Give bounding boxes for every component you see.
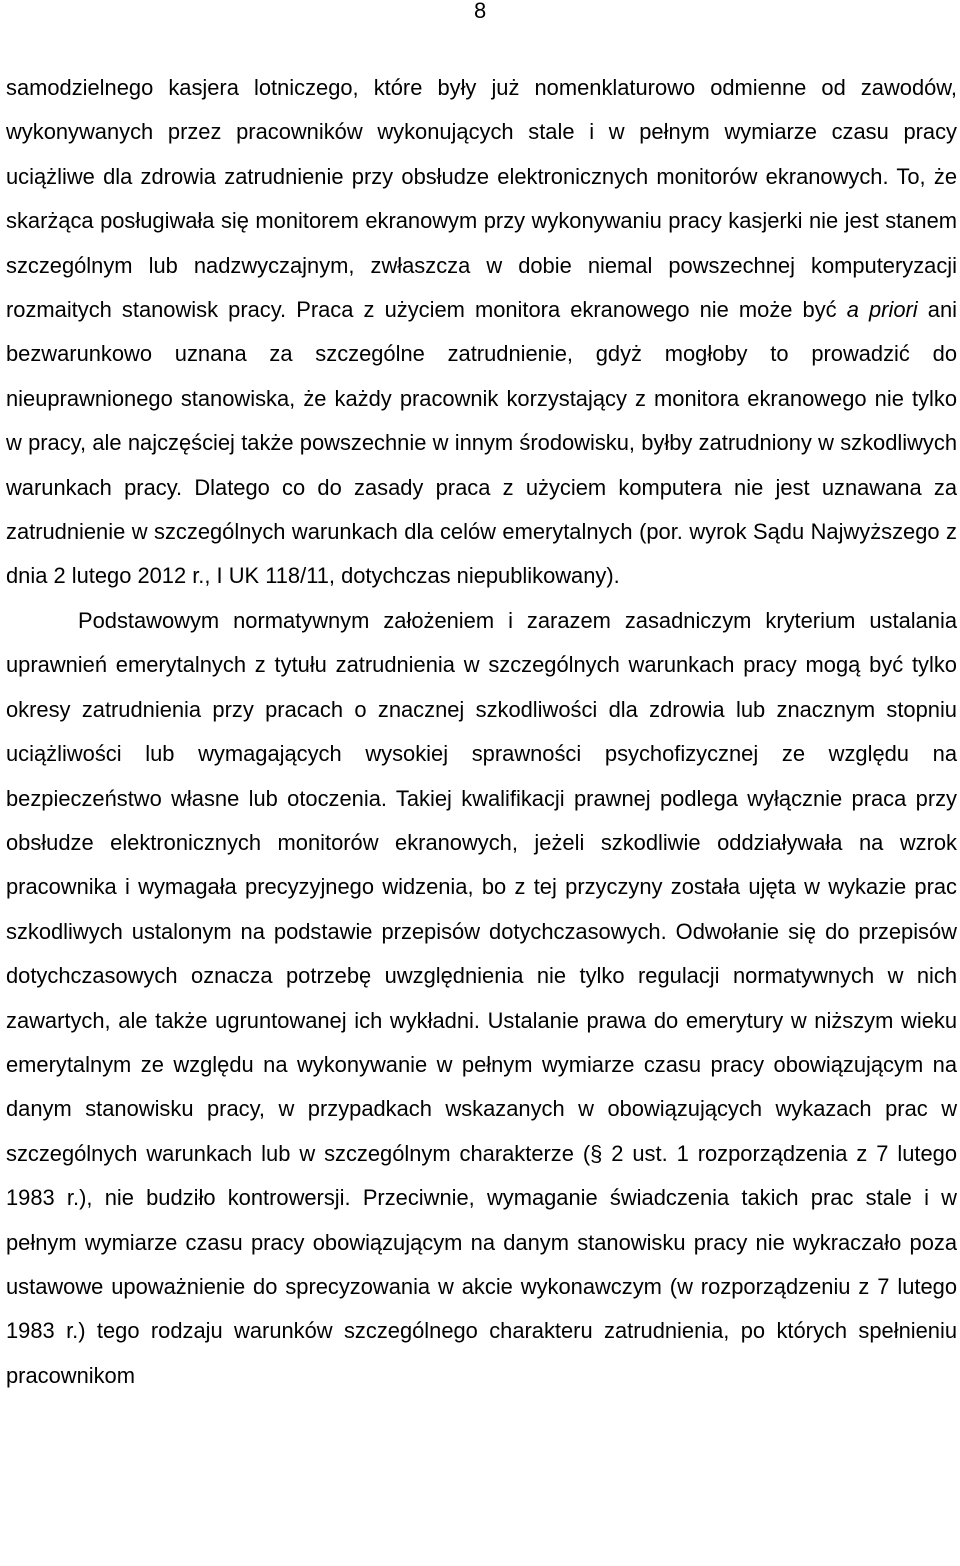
- paragraph-1-text-2: ani bezwarunkowo uznana za szczególne zatrudnienie, gdyż mogłoby to prowadzić do nieuprawnionego stanowiska, że każdy pracownik korzystający z monitora ekranowego nie tylko w pracy, ale najczęściej także powszechnie w innym środowisku, byłby zatrudniony w szkodliwych warunkach pracy. Dlatego co do zasady praca z użyciem komputera nie jest uznawana za zatrudnienie w szczególnych warunkach dla celów emerytalnych (por. wyrok Sądu Najwyższego z dnia 2 lutego 2012 r., I UK 118/11, dotychczas niepublikowany).: [6, 297, 957, 589]
- paragraph-1-text-1: samodzielnego kasjera lotniczego, które były już nomenklaturowo odmienne od zawodów, wykonywanych przez pracowników wykonujących stale i w pełnym wymiarze czasu pracy uciążliwe dla zdrowia zatrudnienie przy obsłudze elektronicznych monitorów ekranowych. To, że skarżąca posługiwała się monitorem ekranowym przy wykonywaniu pracy kasjerki nie jest stanem szczególnym lub nadzwyczajnym, zwłaszcza w dobie niemal powszechnej komputeryzacji rozmaitych stanowisk pracy. Praca z użyciem monitora ekranowego nie może być: [6, 75, 957, 323]
- document-body: [6, 66, 957, 1398]
- paragraph-2-text-1: Podstawowym normatywnym założeniem i zarazem zasadniczym kryterium ustalania uprawnień emerytalnych z tytułu zatrudnienia w szczególnych warunkach pracy mogą być tylko okresy zatrudnienia przy pracach o znacznej szkodliwości dla zdrowia lub znacznym stopniu uciążliwości lub wymagających wysokiej sprawności psychofizycznej ze względu na bezpieczeństwo własne lub otoczenia. Takiej kwalifikacji prawnej podlega wyłącznie praca przy obsłudze elektronicznych monitorów ekranowych, jeżeli szkodliwie oddziaływała na wzrok pracownika i wymagała precyzyjnego widzenia, bo z tej przyczyny została ujęta w wykazie prac szkodliwych ustalonym na podstawie przepisów dotychczasowych. Odwołanie się do przepisów dotychczasowych oznacza potrzebę uwzględnienia nie tylko regulacji normatywnych w nich zawartych, ale także ugruntowanej ich wykładni. Ustalanie prawa do emerytury w niższym wieku emerytalnym ze względu na wykonywanie w pełnym wymiarze czasu pracy obowiązującym na danym stanowisku pracy, w przypadkach wskazanych w obowiązujących wykazach prac w szczególnych warunkach lub w szczególnym charakterze (§ 2 ust. 1 rozporządzenia z 7 lutego 1983 r.), nie budziło kontrowersji. Przeciwnie, wymaganie świadczenia takich prac stale i w pełnym wymiarze czasu pracy obowiązującym na danym stanowisku pracy nie wykraczało poza ustawowe upoważnienie do sprecyzowania w akcie wykonawczym (w rozporządzeniu z 7 lutego 1983 r.) tego rodzaju warunków szczególnego charakteru zatrudnienia, po których spełnieniu pracownikom: [6, 607, 957, 1388]
- paragraph-1: [6, 66, 957, 599]
- page-number: 8: [474, 0, 487, 23]
- paragraph-1-italic-a-priori: a priori: [846, 297, 918, 323]
- paragraph-2: [6, 599, 957, 1398]
